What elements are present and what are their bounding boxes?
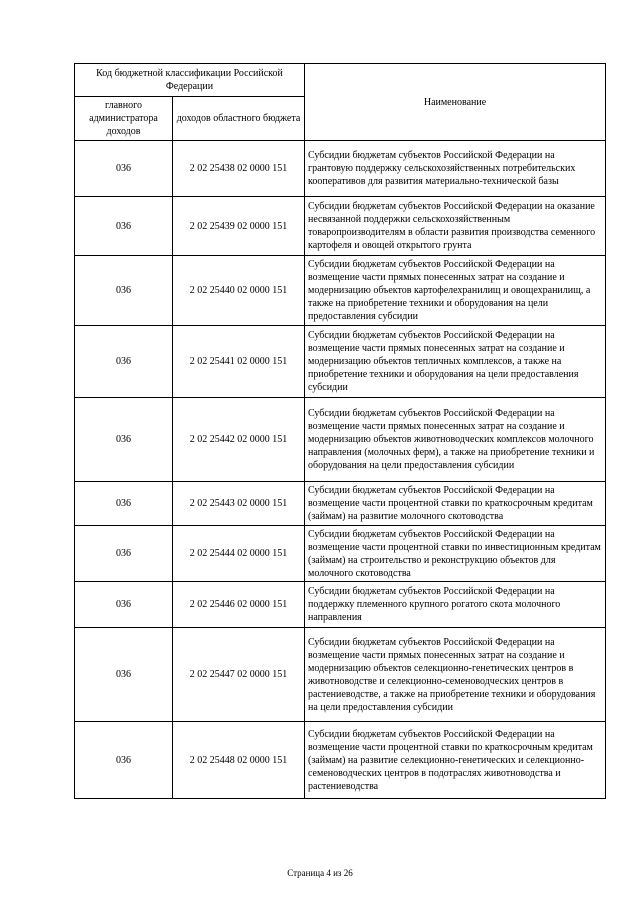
name-cell: Субсидии бюджетам субъектов Российской Федерации на возмещение части прямых понесенных затрат на создание и модернизацию объектов животноводческих комплексов молочного направления (молочных ферм), а также на приобретение техники и оборудования на цели предоставления субсидии	[305, 398, 606, 482]
table-row	[75, 482, 606, 526]
code-cell: 2 02 25446 02 0000 151	[173, 582, 305, 628]
admin-cell: 036	[75, 628, 173, 722]
code-cell: 2 02 25442 02 0000 151	[173, 398, 305, 482]
table-row	[75, 628, 606, 722]
table-row	[75, 141, 606, 197]
header-name: Наименование	[305, 64, 606, 141]
name-cell: Субсидии бюджетам субъектов Российской Федерации на возмещение части процентной ставки по краткосрочным кредитам (займам) на развитие селекционно-генетических и селекционно-семеноводческих центров в подотраслях животноводства и растениеводства	[305, 722, 606, 799]
name-cell: Субсидии бюджетам субъектов Российской Федерации на возмещение части прямых понесенных затрат на создание и модернизацию объектов картофелехранилищ и овощехранилищ, а также на приобретение техники и оборудования на цели предоставления субсидии	[305, 256, 606, 326]
code-cell: 2 02 25443 02 0000 151	[173, 482, 305, 526]
header-code: доходов областного бюджета	[173, 97, 305, 141]
name-cell: Субсидии бюджетам субъектов Российской Федерации на поддержку племенного крупного рогатого скота молочного направления	[305, 582, 606, 628]
code-cell: 2 02 25447 02 0000 151	[173, 628, 305, 722]
table-row	[75, 326, 606, 398]
budget-classification-table	[74, 63, 606, 799]
name-cell: Субсидии бюджетам субъектов Российской Федерации на возмещение части процентной ставки по инвестиционным кредитам (займам) на строительство и реконструкцию объектов для молочного скотоводства	[305, 526, 606, 582]
admin-cell: 036	[75, 582, 173, 628]
table-row	[75, 582, 606, 628]
admin-cell: 036	[75, 526, 173, 582]
header-row-group	[75, 64, 606, 97]
admin-cell: 036	[75, 197, 173, 256]
code-cell: 2 02 25441 02 0000 151	[173, 326, 305, 398]
table-row	[75, 526, 606, 582]
code-cell: 2 02 25439 02 0000 151	[173, 197, 305, 256]
admin-cell: 036	[75, 482, 173, 526]
admin-cell: 036	[75, 326, 173, 398]
page-number: Страница 4 из 26	[287, 868, 353, 878]
admin-cell: 036	[75, 141, 173, 197]
name-cell: Субсидии бюджетам субъектов Российской Федерации на возмещение части процентной ставки по краткосрочным кредитам (займам) на развитие молочного скотоводства	[305, 482, 606, 526]
header-admin: главного администратора доходов	[75, 97, 173, 141]
table-row	[75, 197, 606, 256]
name-cell: Субсидии бюджетам субъектов Российской Федерации на оказание несвязанной поддержки сельскохозяйственным товаропроизводителям в области развития производства семенного картофеля и овощей открытого грунта	[305, 197, 606, 256]
table-row	[75, 722, 606, 799]
code-cell: 2 02 25444 02 0000 151	[173, 526, 305, 582]
code-cell: 2 02 25440 02 0000 151	[173, 256, 305, 326]
name-cell: Субсидии бюджетам субъектов Российской Федерации на возмещение части прямых понесенных затрат на создание и модернизацию объектов селекционно-генетических центров в животноводстве и селекционно-семеноводческих центров в растениеводстве, а также на приобретение техники и оборудования на цели предоставления субсидии	[305, 628, 606, 722]
admin-cell: 036	[75, 722, 173, 799]
code-cell: 2 02 25438 02 0000 151	[173, 141, 305, 197]
table-row	[75, 398, 606, 482]
admin-cell: 036	[75, 256, 173, 326]
code-cell: 2 02 25448 02 0000 151	[173, 722, 305, 799]
header-group-title: Код бюджетной классификации Российской Федерации	[75, 64, 305, 97]
table-row	[75, 256, 606, 326]
name-cell: Субсидии бюджетам субъектов Российской Федерации на возмещение части прямых понесенных затрат на создание и модернизацию объектов тепличных комплексов, а также на приобретение техники и оборудования на цели предоставления субсидии	[305, 326, 606, 398]
name-cell: Субсидии бюджетам субъектов Российской Федерации на грантовую поддержку сельскохозяйственных потребительских кооперативов для развития материально-технической базы	[305, 141, 606, 197]
admin-cell: 036	[75, 398, 173, 482]
